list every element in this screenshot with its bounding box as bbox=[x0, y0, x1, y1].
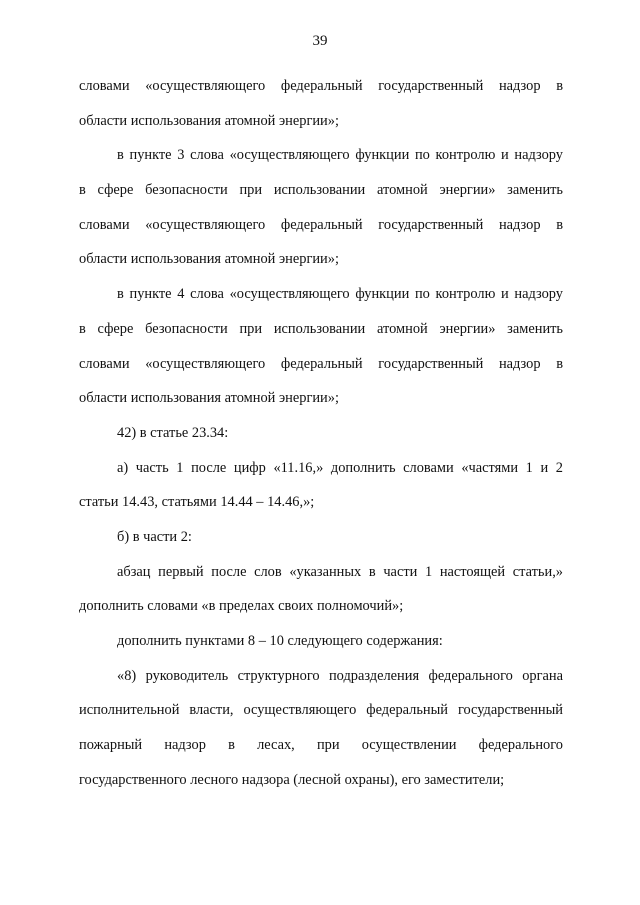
text-line: государственного лесного надзора (лесной охраны), его заместители; bbox=[79, 771, 505, 788]
page-number: 39 bbox=[312, 33, 328, 49]
text-line: словами «осуществляющего федеральный государственный надзор в bbox=[79, 78, 563, 94]
text-line: 42) в статье 23.34: bbox=[117, 424, 229, 441]
text-line: дополнить словами «в пределах своих полномочий»; bbox=[79, 598, 404, 615]
text-line: в сфере безопасности при использовании атомной энергии» заменить bbox=[79, 182, 563, 199]
text-line: «8) руководитель структурного подразделения федерального органа bbox=[117, 667, 563, 684]
text-line: области использования атомной энергии»; bbox=[79, 251, 339, 268]
text-line: абзац первый после слов «указанных в части 1 настоящей статьи,» bbox=[117, 563, 563, 580]
text-line: б) в части 2: bbox=[117, 528, 192, 545]
text-line: в пункте 3 слова «осуществляющего функции по контролю и надзору bbox=[117, 147, 563, 164]
text-line: пожарный надзор в лесах, при осуществлении федерального bbox=[79, 737, 563, 754]
text-line: статьи 14.43, статьями 14.44 – 14.46,»; bbox=[79, 494, 315, 511]
text-line: исполнительной власти, осуществляющего федеральный государственный bbox=[79, 702, 563, 719]
text-line: в сфере безопасности при использовании атомной энергии» заменить bbox=[79, 320, 563, 337]
text-line: дополнить пунктами 8 – 10 следующего содержания: bbox=[117, 633, 443, 649]
document-body bbox=[79, 69, 563, 797]
text-line: словами «осуществляющего федеральный государственный надзор в bbox=[79, 355, 563, 372]
text-line: области использования атомной энергии»; bbox=[79, 112, 339, 129]
text-line: области использования атомной энергии»; bbox=[79, 390, 339, 407]
text-line: словами «осуществляющего федеральный государственный надзор в bbox=[79, 216, 563, 233]
text-line: в пункте 4 слова «осуществляющего функции по контролю и надзору bbox=[117, 286, 563, 303]
text-line: а) часть 1 после цифр «11.16,» дополнить словами «частями 1 и 2 bbox=[117, 459, 563, 476]
